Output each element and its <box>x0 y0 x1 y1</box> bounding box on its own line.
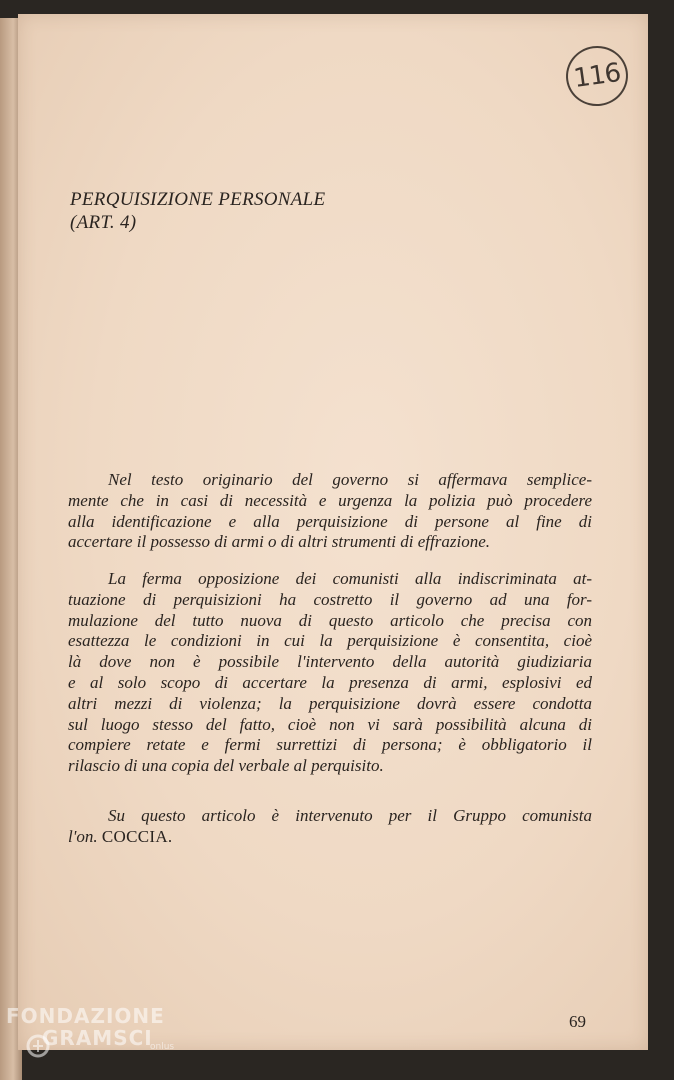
text-line: Nel testo originario del governo si affermava semplice- <box>108 470 592 489</box>
text-line: alla identificazione e alla perquisizione di persone al fine di <box>68 511 592 531</box>
speaker-name: COCCIA. <box>101 826 173 846</box>
watermark-bottom: GRAMSCI <box>42 1026 153 1050</box>
text-line: tuazione di perquisizioni ha costretto il governo ad una for- <box>68 589 592 609</box>
text-line: e al solo scopo di accertare la presenza di armi, esplosivi ed <box>68 672 592 692</box>
text-line: rilascio di una copia del verbale al perquisito. <box>68 756 384 776</box>
paragraph-opposition <box>68 569 592 777</box>
text-line: sul luogo stesso del fatto, cioè non vi sarà possibilità alcuna di <box>68 714 592 734</box>
paragraph-original-text <box>68 470 592 553</box>
text-line <box>68 827 592 848</box>
page-number: 69 <box>569 1012 586 1031</box>
archive-watermark <box>2 1004 182 1074</box>
archive-number: 116 <box>571 57 623 95</box>
text-line: là dove non è possibile l'intervento della autorità giudiziaria <box>68 652 592 672</box>
text-line: mulazione del tutto nuova di questo articolo che precisa con <box>68 610 592 630</box>
paragraph-speaker <box>68 806 592 848</box>
text-line: accertare il possesso di armi o di altri strumenti di effrazione. <box>68 532 490 552</box>
watermark-small: onlus <box>150 1042 175 1052</box>
text-line: La ferma opposizione dei comunisti alla indiscriminata at- <box>108 569 592 588</box>
heading-title: PERQUISIZIONE PERSONALE <box>70 189 326 210</box>
honorific: l'on. <box>68 826 98 846</box>
text-line: mente che in casi di necessità e urgenza la polizia può procedere <box>68 490 592 510</box>
text-line: compiere retate e fermi surrettizi di persona; è obbligatorio il <box>68 735 592 755</box>
watermark-top: FONDAZIONE <box>6 1004 165 1028</box>
section-heading <box>70 188 325 234</box>
text-line: altri mezzi di violenza; la perquisizione dovrà essere condotta <box>68 693 592 713</box>
heading-article: (ART. 4) <box>70 212 137 233</box>
archive-number-stamp <box>562 42 632 110</box>
text-line: esattezza le condizioni in cui la perquisizione è consentita, cioè <box>68 631 592 651</box>
book-page <box>18 14 648 1050</box>
text-line: Su questo articolo è intervenuto per il Gruppo comunista <box>108 806 592 825</box>
